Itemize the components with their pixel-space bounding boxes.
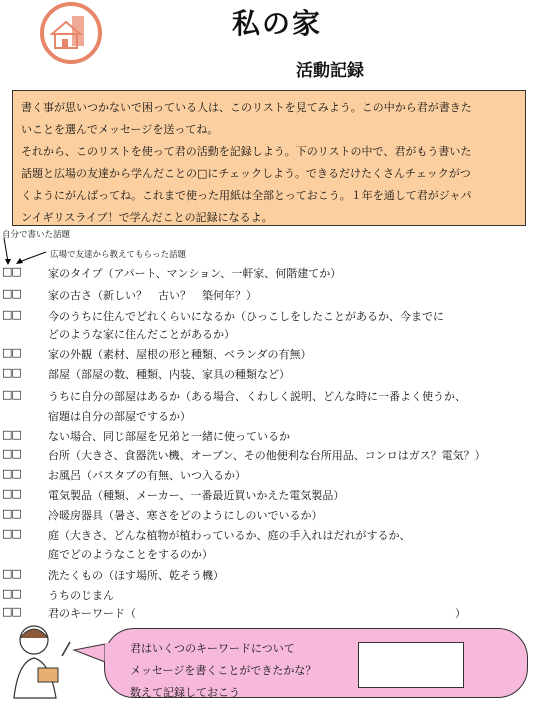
keyword-count-box[interactable] — [358, 642, 464, 688]
intro-line: いことを選んでメッセージを送ってね。 — [21, 123, 219, 136]
topic-text: ない場合、同じ部屋を兄弟と一緒に使っているか — [48, 430, 290, 443]
topic-checkboxes[interactable]: □□ — [2, 265, 21, 278]
topic-checkboxes[interactable]: □□ — [2, 447, 21, 460]
topic-text: お風呂（バスタブの有無、いつ入るか） — [48, 469, 246, 482]
intro-line: くようにがんばってね。これまで使った用紙は全部とっておこう。１年を通して君がジャパ — [21, 189, 472, 202]
topic-text: 洗たくもの（ほす場所、乾そう機） — [48, 569, 224, 582]
intro-line: ンイギリスライブ！で学んだことの記録になるよ。 — [21, 211, 273, 224]
bubble-line: 君はいくつのキーワードについて — [130, 642, 295, 655]
bubble-text — [130, 638, 316, 704]
topic-text: 電気製品（種類、メーカー、一番最近買いかえた電気製品） — [48, 489, 345, 502]
page-title: 私の家 — [231, 7, 322, 40]
topic-text: 庭でどのようなことをするのか） — [48, 548, 213, 561]
topic-text: 家のタイプ（アパート、マンション、一軒家、何階建てか） — [48, 267, 342, 280]
topic-checkboxes[interactable]: □□ — [2, 428, 21, 441]
topic-text: 今のうちに住んでどれくらいになるか（ひっこしをしたことがあるか、今までに — [48, 310, 444, 323]
topic-checkboxes[interactable]: □□ — [2, 567, 21, 580]
legend-written: 自分で書いた話題 — [2, 230, 71, 240]
topic-checkboxes[interactable]: □□ — [2, 487, 21, 500]
topic-checkboxes[interactable]: □□ — [2, 287, 21, 300]
legend-arrows — [0, 236, 60, 268]
legend-learned: 広場で友達から教えてもらった話題 — [50, 250, 187, 260]
page-subtitle: 活動記録 — [296, 61, 364, 81]
topic-text: どのような家に住んだことがあるか） — [48, 328, 235, 341]
topic-text: 冷暖房器具（暑さ、寒さをどのようにしのいでいるか） — [48, 509, 323, 522]
topic-checkboxes[interactable]: □□ — [2, 346, 21, 359]
topic-checkboxes[interactable]: □□ — [2, 527, 21, 540]
topic-checkboxes[interactable]: □□ — [2, 467, 21, 480]
topic-checkboxes[interactable]: □□ — [2, 366, 21, 379]
topic-checkboxes[interactable]: □□ — [2, 507, 21, 520]
topic-checkboxes[interactable]: □□ — [2, 587, 21, 600]
bubble-line: メッセージを書くことができたかな？ — [130, 664, 317, 677]
intro-line: それから、このリストを使って君の活動を記録しよう。下のリストの中で、君がもう書いた — [21, 145, 472, 158]
topic-checkboxes[interactable]: □□ — [2, 388, 21, 401]
intro-box — [12, 90, 526, 226]
topic-text: 台所（大きさ、食器洗い機、オーブン、その他便利な台所用品、コンロはガス？電気？） — [48, 449, 486, 462]
bubble-line: 数えて記録しておこう — [130, 686, 240, 699]
topic-text: 宿題は自分の部屋でするか） — [48, 410, 191, 423]
topic-text: 庭（大きさ、どんな植物が植わっているか、庭の手入れはだれがするか、 — [48, 529, 411, 542]
topic-text: 家の古さ（新しい？ 古い？ 築何年？） — [48, 289, 257, 302]
topic-text: うちのじまん — [48, 589, 114, 602]
topic-text: 君のキーワード（ ） — [48, 607, 466, 620]
topic-text: 家の外観（素材、屋根の形と種類、ベランダの有無） — [48, 348, 312, 361]
topic-checkboxes[interactable]: □□ — [2, 605, 21, 618]
topic-text: 部屋（部屋の数、種類、内装、家具の種類など） — [48, 368, 290, 381]
topic-text: うちに自分の部屋はあるか（ある場合、くわしく説明、どんな時に一番よく使うか、 — [48, 390, 466, 403]
topic-checkboxes[interactable]: □□ — [2, 308, 21, 321]
speech-bubble-tail — [72, 640, 112, 670]
intro-line: 書く事が思いつかないで困っている人は、このリストを見てみよう。この中から君が書きた — [21, 101, 472, 114]
intro-line: 話題と広場の友達から学んだことの□にチェックしよう。できるだけたくさんチェックがつ — [21, 167, 471, 180]
